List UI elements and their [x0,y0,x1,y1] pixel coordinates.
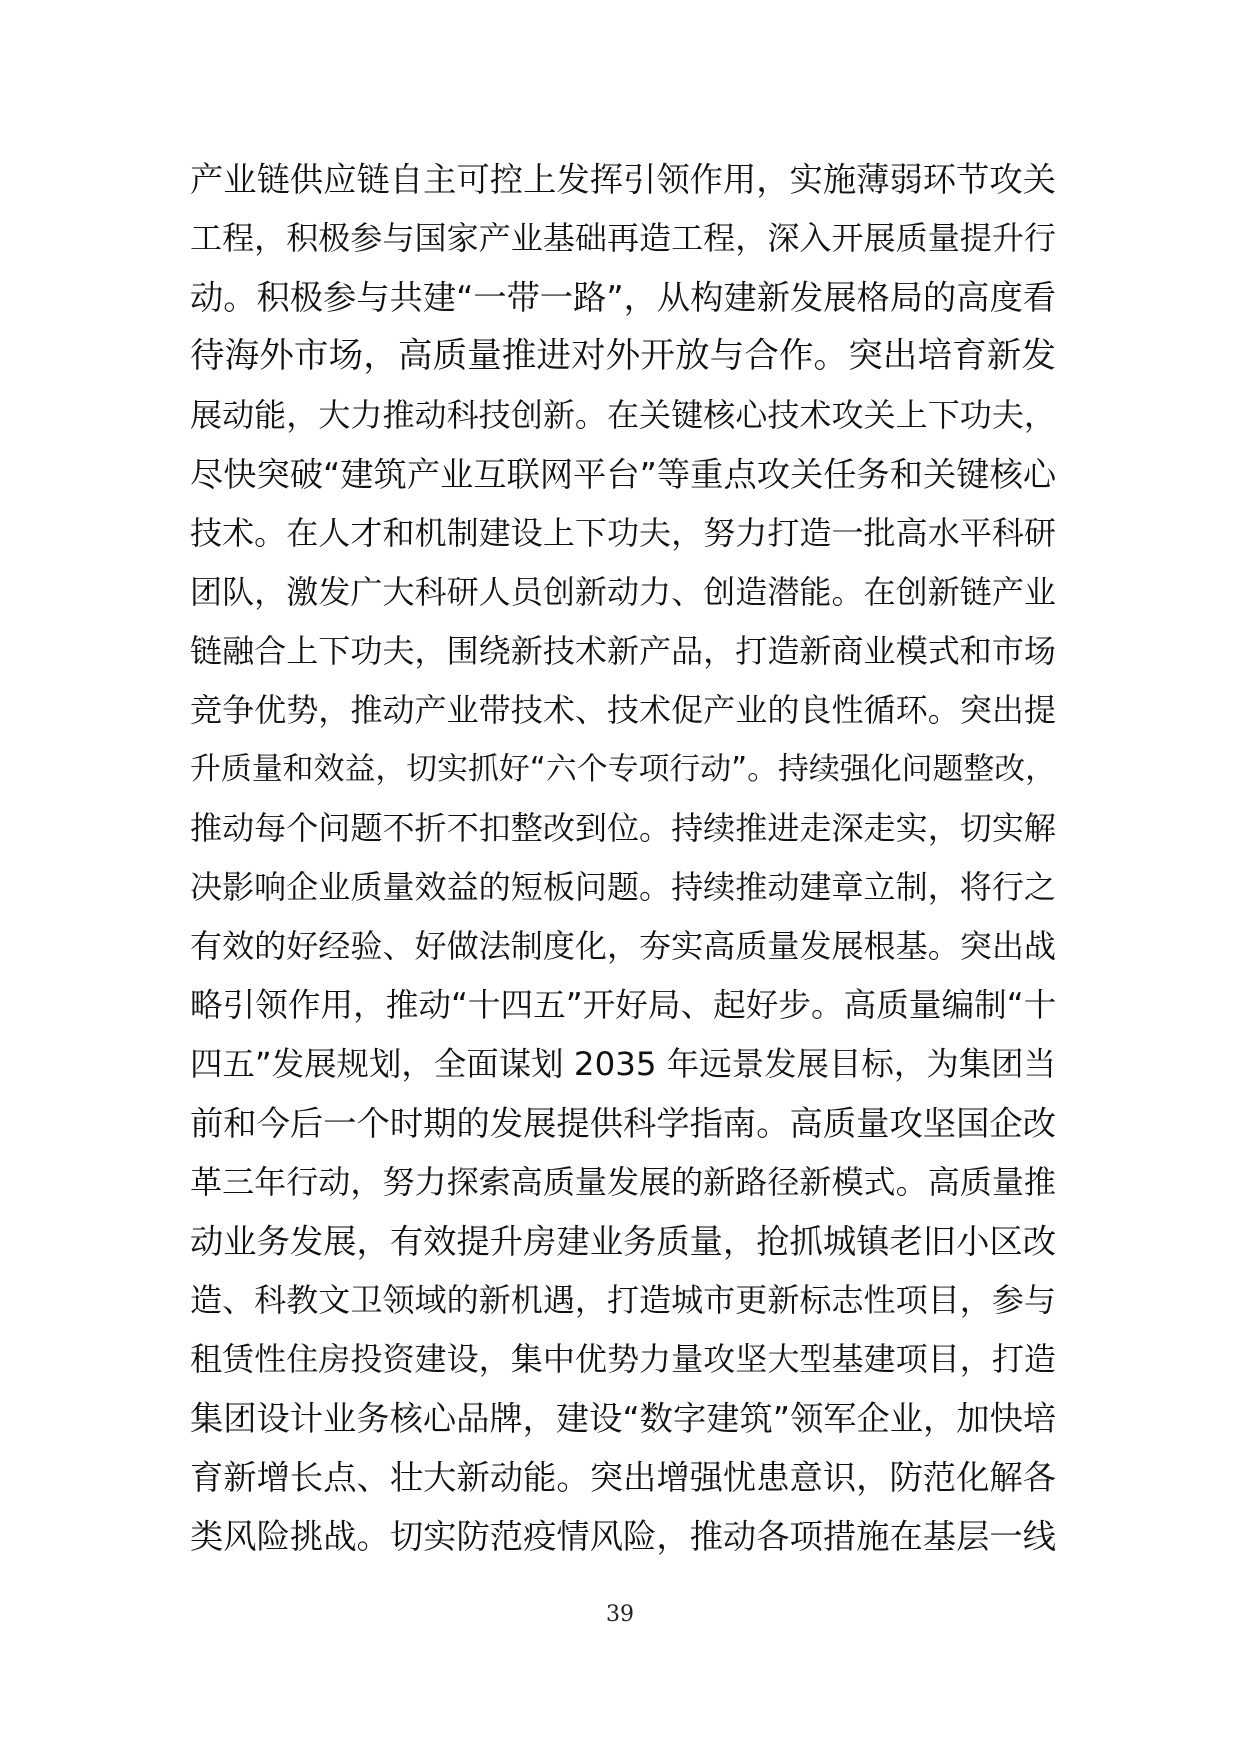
body-text [190,150,1056,1566]
text-line: 尽快突破“建筑产业互联网平台”等重点攻关任务和关键核心 [190,455,1057,494]
text-line: 造、科教文卫领域的新机遇，打造城市更新标志性项目，参与 [190,1281,1056,1319]
text-line: 动。积极参与共建“一带一路”，从构建新发展格局的高度看 [190,278,1057,317]
text-line: 有效的好经验、好做法制度化，夯实高质量发展根基。突出战 [190,927,1056,965]
text-line: 技术。在人才和机制建设上下功夫，努力打造一批高水平科研 [190,514,1056,552]
text-line: 类风险挑战。切实防范疫情风险，推动各项措施在基层一线 [190,1517,1056,1556]
text-line: 推动每个问题不折不扣整改到位。持续推进走深走实，切实解 [190,809,1056,847]
text-line: 升质量和效益，切实抓好“六个专项行动”。持续强化问题整改， [190,751,1057,787]
text-line: 动业务发展，有效提升房建业务质量，抢抓城镇老旧小区改 [190,1222,1056,1261]
text-line: 展动能，大力推动科技创新。在关键核心技术攻关上下功夫， [190,396,1056,434]
text-line: 略引领作用，推动“十四五”开好局、起好步。高质量编制“十 [190,986,1057,1024]
page-number: 39 [606,1602,634,1627]
text-line: 待海外市场，高质量推进对外开放与合作。突出培育新发 [190,336,1056,376]
text-line: 团队，激发广大科研人员创新动力、创造潜能。在创新链产业 [190,573,1056,611]
text-line: 育新增长点、壮大新动能。突出增强忧患意识，防范化解各 [190,1458,1056,1497]
text-line: 集团设计业务核心品牌，建设“数字建筑”领军企业，加快培 [190,1399,1057,1438]
text-line: 链融合上下功夫，围绕新技术新产品，打造新商业模式和市场 [190,632,1056,670]
text-line: 工程，积极参与国家产业基础再造工程，深入开展质量提升行 [190,219,1056,257]
text-line: 革三年行动，努力探索高质量发展的新路径新模式。高质量推 [190,1163,1056,1201]
text-line: 租赁性住房投资建设，集中优势力量攻坚大型基建项目，打造 [190,1340,1056,1378]
text-line: 产业链供应链自主可控上发挥引领作用，实施薄弱环节攻关 [190,160,1056,199]
text-line: 前和今后一个时期的发展提供科学指南。高质量攻坚国企改 [190,1104,1056,1143]
text-line: 竞争优势，推动产业带技术、技术促产业的良性循环。突出提 [190,691,1056,729]
text-line: 决影响企业质量效益的短板问题。持续推动建章立制，将行之 [190,868,1056,906]
text-line: 四五”发展规划，全面谋划 2035 年远景发展目标，为集团当 [190,1045,1057,1083]
